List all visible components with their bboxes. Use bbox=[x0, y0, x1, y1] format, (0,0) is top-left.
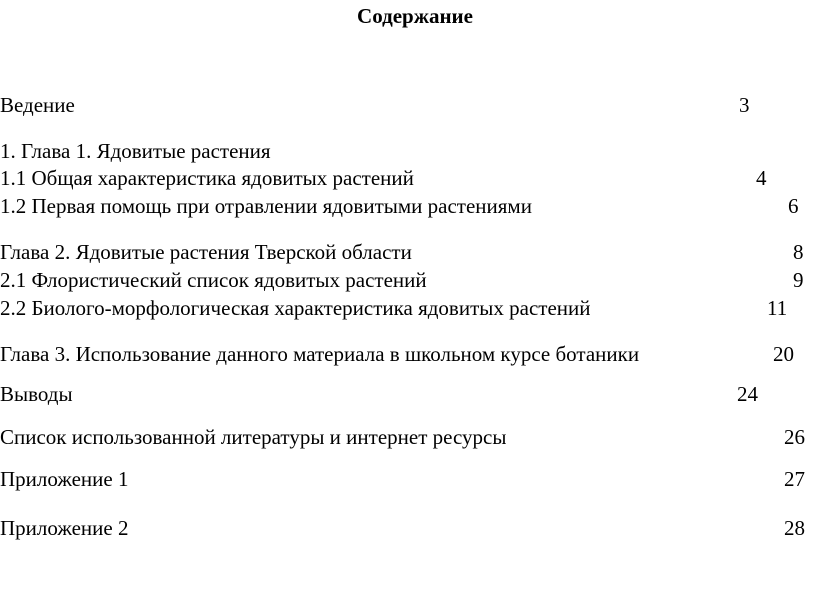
toc-entry-1-2: 1.2 Первая помощь при отравлении ядовитыми растениями bbox=[0, 194, 532, 218]
toc-entry-chapter-1: 1. Глава 1. Ядовитые растения bbox=[0, 139, 271, 163]
toc-page-1-1: 4 bbox=[756, 166, 767, 190]
toc-entry-references: Список использованной литературы и интернет ресурсы bbox=[0, 425, 507, 449]
toc-entry-appendix-2: Приложение 2 bbox=[0, 516, 129, 540]
toc-entry-chapter-2: Глава 2. Ядовитые растения Тверской области bbox=[0, 240, 412, 264]
toc-page-appendix-1: 27 bbox=[784, 467, 805, 491]
toc-page-appendix-2: 28 bbox=[784, 516, 805, 540]
toc-page-conclusions: 24 bbox=[737, 382, 758, 406]
toc-entry-introduction: Ведение bbox=[0, 93, 75, 117]
toc-entry-2-1: 2.1 Флористический список ядовитых растений bbox=[0, 268, 427, 292]
toc-entry-1-1: 1.1 Общая характеристика ядовитых растений bbox=[0, 166, 414, 190]
toc-page-2-2: 11 bbox=[767, 296, 788, 320]
toc-entry-conclusions: Выводы bbox=[0, 382, 73, 406]
toc-page-chapter-2: 8 bbox=[793, 240, 804, 264]
toc-entry-chapter-3: Глава 3. Использование данного материала в школьном курсе ботаники bbox=[0, 342, 640, 366]
toc-page-2-1: 9 bbox=[793, 268, 804, 292]
toc-page-chapter-3: 20 bbox=[773, 342, 794, 366]
page-title: Содержание bbox=[357, 4, 473, 28]
toc-entry-appendix-1: Приложение 1 bbox=[0, 467, 129, 491]
toc-page-introduction: 3 bbox=[739, 93, 750, 117]
toc-entry-2-2: 2.2 Биолого-морфологическая характеристика ядовитых растений bbox=[0, 296, 591, 320]
toc-page-1-2: 6 bbox=[788, 194, 799, 218]
toc-page-references: 26 bbox=[784, 425, 805, 449]
